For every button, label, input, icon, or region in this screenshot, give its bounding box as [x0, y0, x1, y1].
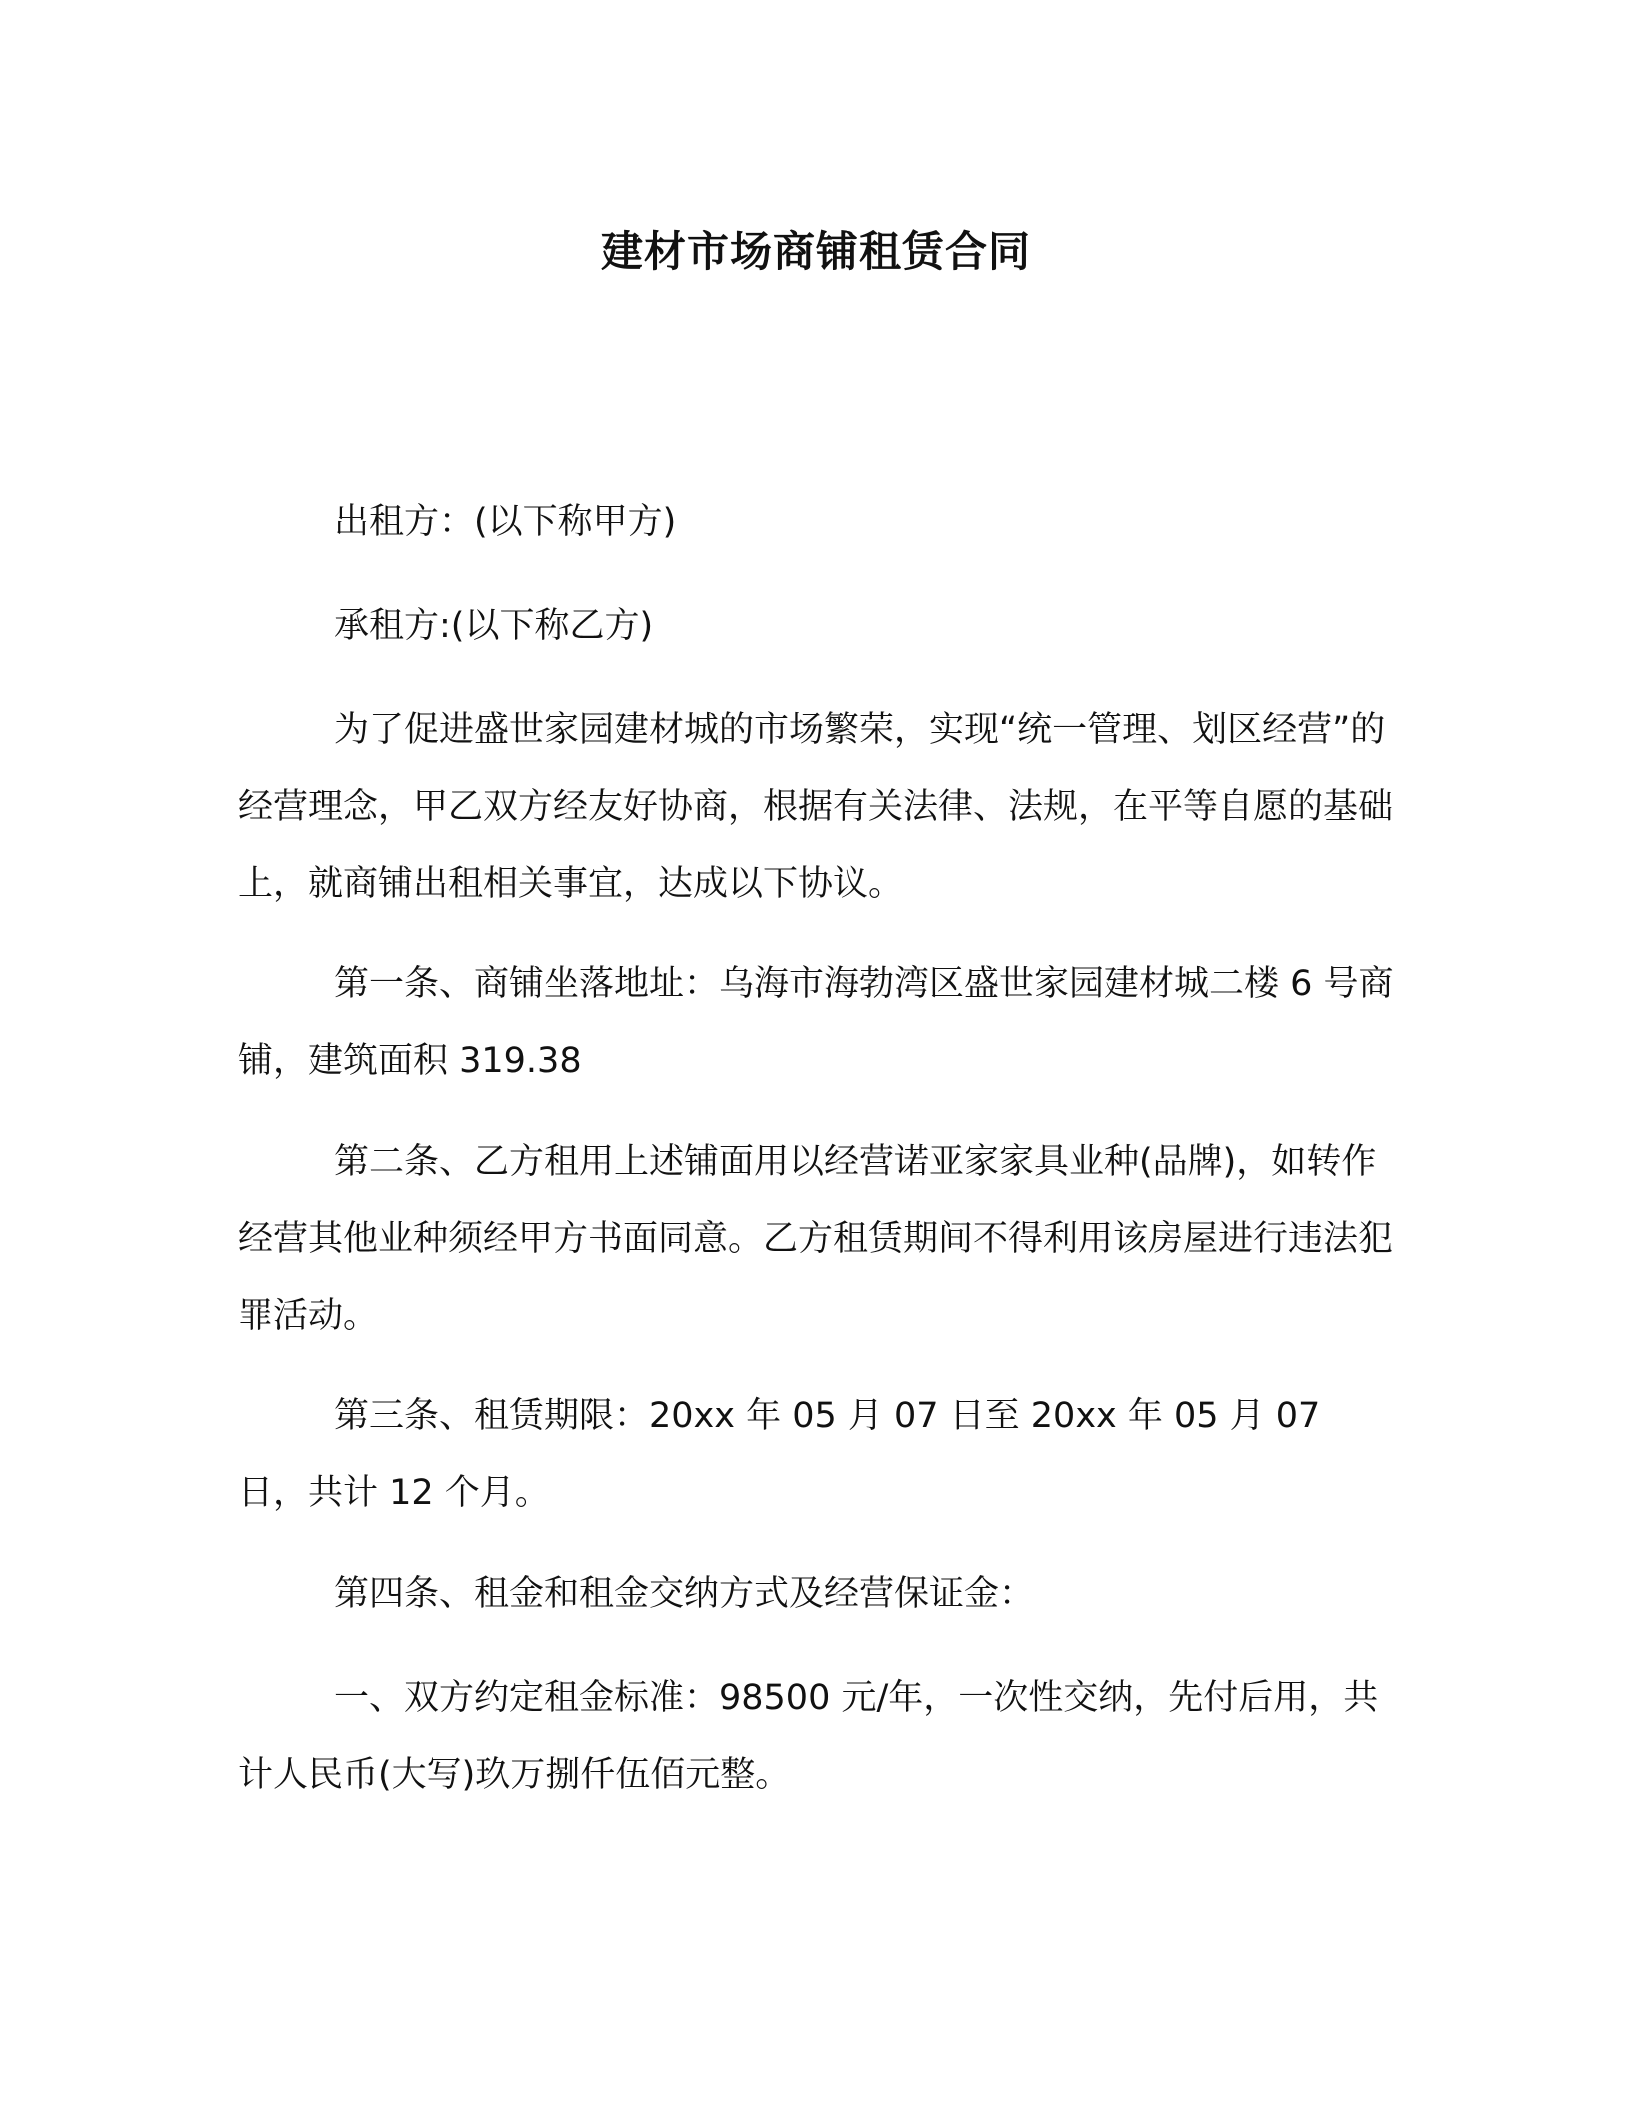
lessee-line: 承租方:(以下称乙方) — [334, 606, 654, 646]
document-title: 建材市场商铺租赁合同 — [600, 227, 1031, 276]
preamble-paragraph: 为了促进盛世家园建材城的市场繁荣，实现“统一管理、划区经营”的经营理念，甲乙双方经友好协商，根据有关法律、法规，在平等自愿的基础上，就商铺出租相关事宜，达成以下协议。 — [238, 710, 1394, 904]
article-four-heading: 第四条、租金和租金交纳方式及经营保证金： — [334, 1574, 1035, 1614]
article-two-paragraph: 第二条、乙方租用上述铺面用以经营诺亚家家具业种(品牌)，如转作经营其他业种须经甲方书面同意。乙方租赁期间不得利用该房屋进行违法犯罪活动。 — [238, 1142, 1394, 1336]
article-three-paragraph: 第三条、租赁期限：20xx 年 05 月 07 日至 20xx 年 05 月 07 日，共计 12 个月。 — [238, 1396, 1321, 1513]
article-one-paragraph: 第一条、商铺坐落地址：乌海市海勃湾区盛世家园建材城二楼 6 号商铺，建筑面积 319.38 — [238, 964, 1394, 1081]
lessor-line: 出租方：(以下称甲方) — [334, 502, 677, 542]
rent-standard-paragraph: 一、双方约定租金标准：98500 元/年，一次性交纳，先付后用，共计人民币(大写)玖万捌仟伍佰元整。 — [238, 1678, 1379, 1795]
